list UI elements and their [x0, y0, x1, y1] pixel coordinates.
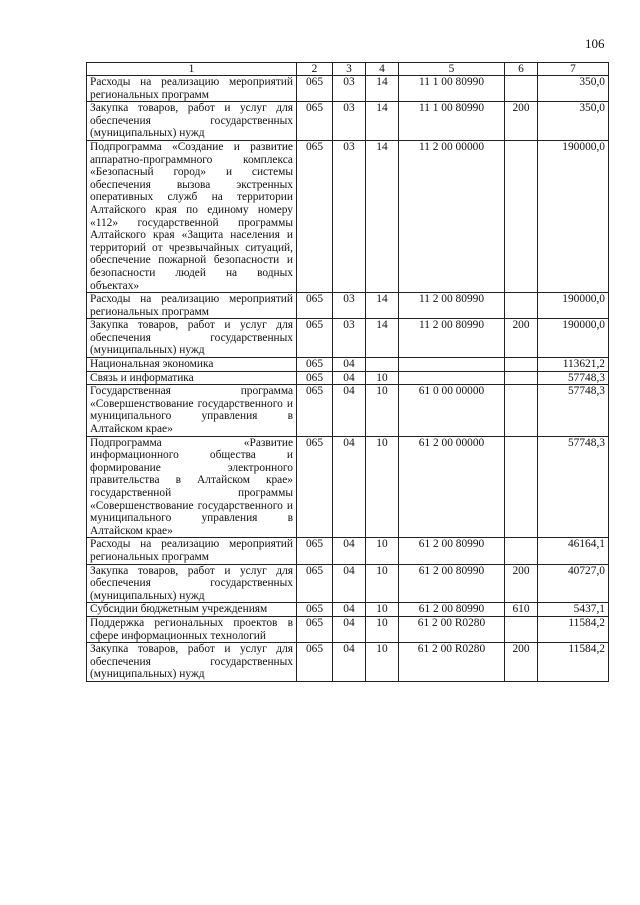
expense-type-cell: 200: [505, 643, 538, 682]
section-code-cell: 03: [333, 319, 366, 358]
column-header: 4: [366, 63, 399, 76]
table-row: [87, 358, 609, 372]
subsection-code-cell: 14: [366, 319, 399, 358]
subsection-code-cell: 10: [366, 603, 399, 617]
section-code-cell: 04: [333, 538, 366, 564]
row-name-cell: Закупка товаров, работ и услуг для обеспечения государственных (муниципальных) нужд: [87, 102, 297, 141]
table-row: [87, 436, 609, 538]
row-name-cell: Государственная программа «Совершенствование государственного и муниципального управления в Алтайском крае»: [87, 385, 297, 436]
column-header: 7: [538, 63, 609, 76]
expense-type-cell: 200: [505, 319, 538, 358]
target-article-cell: [399, 371, 505, 385]
amount-cell: 46164,1: [538, 538, 609, 564]
table-row: [87, 140, 609, 292]
row-name-cell: Расходы на реализацию мероприятий региональных программ: [87, 538, 297, 564]
grbs-code-cell: 065: [297, 76, 333, 102]
grbs-code-cell: 065: [297, 140, 333, 292]
expense-type-cell: [505, 76, 538, 102]
amount-cell: 190000,0: [538, 319, 609, 358]
budget-table: [86, 62, 609, 682]
section-code-cell: 04: [333, 371, 366, 385]
target-article-cell: 11 2 00 00000: [399, 140, 505, 292]
target-article-cell: 11 1 00 80990: [399, 102, 505, 141]
expense-type-cell: 200: [505, 102, 538, 141]
target-article-cell: 11 2 00 80990: [399, 293, 505, 319]
subsection-code-cell: 14: [366, 140, 399, 292]
table-row: [87, 319, 609, 358]
grbs-code-cell: 065: [297, 643, 333, 682]
target-article-cell: 61 0 00 00000: [399, 385, 505, 436]
section-code-cell: 04: [333, 436, 366, 538]
row-name-cell: Подпрограмма «Создание и развитие аппаратно-программного комплекса «Безопасный город» и системы обеспечения вызова экстренных оперативных служб на территории Алтайского края по единому номеру «112» государственной программы Алтайского края «Защита населения и территорий от чрезвычайных ситуаций, обеспечение пожарной безопасности и безопасности людей на водных объектах»: [87, 140, 297, 292]
column-header: 1: [87, 63, 297, 76]
expense-type-cell: [505, 385, 538, 436]
expense-type-cell: [505, 616, 538, 642]
table-row: [87, 371, 609, 385]
row-name-cell: Подпрограмма «Развитие информационного общества и формирование электронного правительства в Алтайском крае» государственной программы «Совершенствование государственного и муниципального управления в Алтайском крае»: [87, 436, 297, 538]
amount-cell: 190000,0: [538, 293, 609, 319]
target-article-cell: 61 2 00 80990: [399, 538, 505, 564]
table-row: [87, 385, 609, 436]
amount-cell: 350,0: [538, 76, 609, 102]
amount-cell: 190000,0: [538, 140, 609, 292]
grbs-code-cell: 065: [297, 436, 333, 538]
grbs-code-cell: 065: [297, 616, 333, 642]
target-article-cell: 11 2 00 80990: [399, 319, 505, 358]
amount-cell: 5437,1: [538, 603, 609, 617]
target-article-cell: 61 2 00 00000: [399, 436, 505, 538]
section-code-cell: 03: [333, 102, 366, 141]
expense-type-cell: [505, 538, 538, 564]
grbs-code-cell: 065: [297, 603, 333, 617]
table-row: [87, 293, 609, 319]
grbs-code-cell: 065: [297, 371, 333, 385]
grbs-code-cell: 065: [297, 293, 333, 319]
grbs-code-cell: 065: [297, 564, 333, 603]
section-code-cell: 04: [333, 385, 366, 436]
column-header: 3: [333, 63, 366, 76]
section-code-cell: 04: [333, 616, 366, 642]
table-row: [87, 76, 609, 102]
section-code-cell: 04: [333, 603, 366, 617]
target-article-cell: 61 2 00 80990: [399, 564, 505, 603]
target-article-cell: 61 2 00 R0280: [399, 616, 505, 642]
table-body: [87, 76, 609, 682]
row-name-cell: Закупка товаров, работ и услуг для обеспечения государственных (муниципальных) нужд: [87, 643, 297, 682]
subsection-code-cell: 10: [366, 538, 399, 564]
amount-cell: 57748,3: [538, 385, 609, 436]
table-header-row: [87, 63, 609, 76]
row-name-cell: Закупка товаров, работ и услуг для обеспечения государственных (муниципальных) нужд: [87, 564, 297, 603]
column-header: 2: [297, 63, 333, 76]
row-name-cell: Национальная экономика: [87, 358, 297, 372]
amount-cell: 57748,3: [538, 371, 609, 385]
row-name-cell: Расходы на реализацию мероприятий региональных программ: [87, 293, 297, 319]
subsection-code-cell: 10: [366, 616, 399, 642]
section-code-cell: 03: [333, 76, 366, 102]
subsection-code-cell: 10: [366, 371, 399, 385]
subsection-code-cell: 10: [366, 436, 399, 538]
subsection-code-cell: 14: [366, 293, 399, 319]
amount-cell: 350,0: [538, 102, 609, 141]
subsection-code-cell: 10: [366, 643, 399, 682]
table-row: [87, 538, 609, 564]
section-code-cell: 04: [333, 564, 366, 603]
row-name-cell: Поддержка региональных проектов в сфере информационных технологий: [87, 616, 297, 642]
table-row: [87, 564, 609, 603]
table-row: [87, 616, 609, 642]
expense-type-cell: [505, 293, 538, 319]
grbs-code-cell: 065: [297, 319, 333, 358]
expense-type-cell: [505, 436, 538, 538]
amount-cell: 40727,0: [538, 564, 609, 603]
target-article-cell: [399, 358, 505, 372]
row-name-cell: Связь и информатика: [87, 371, 297, 385]
section-code-cell: 03: [333, 293, 366, 319]
subsection-code-cell: 14: [366, 76, 399, 102]
table-row: [87, 102, 609, 141]
table-row: [87, 643, 609, 682]
target-article-cell: 11 1 00 80990: [399, 76, 505, 102]
column-header: 5: [399, 63, 505, 76]
section-code-cell: 03: [333, 140, 366, 292]
amount-cell: 11584,2: [538, 616, 609, 642]
amount-cell: 57748,3: [538, 436, 609, 538]
section-code-cell: 04: [333, 358, 366, 372]
expense-type-cell: [505, 358, 538, 372]
grbs-code-cell: 065: [297, 385, 333, 436]
amount-cell: 113621,2: [538, 358, 609, 372]
table-row: [87, 603, 609, 617]
grbs-code-cell: 065: [297, 538, 333, 564]
row-name-cell: Расходы на реализацию мероприятий региональных программ: [87, 76, 297, 102]
expense-type-cell: 610: [505, 603, 538, 617]
row-name-cell: Субсидии бюджетным учреждениям: [87, 603, 297, 617]
expense-type-cell: [505, 371, 538, 385]
subsection-code-cell: 14: [366, 102, 399, 141]
page-number: 106: [585, 36, 605, 51]
target-article-cell: 61 2 00 80990: [399, 603, 505, 617]
subsection-code-cell: [366, 358, 399, 372]
grbs-code-cell: 065: [297, 358, 333, 372]
expense-type-cell: [505, 140, 538, 292]
target-article-cell: 61 2 00 R0280: [399, 643, 505, 682]
column-header: 6: [505, 63, 538, 76]
grbs-code-cell: 065: [297, 102, 333, 141]
subsection-code-cell: 10: [366, 385, 399, 436]
subsection-code-cell: 10: [366, 564, 399, 603]
amount-cell: 11584,2: [538, 643, 609, 682]
expense-type-cell: 200: [505, 564, 538, 603]
row-name-cell: Закупка товаров, работ и услуг для обеспечения государственных (муниципальных) нужд: [87, 319, 297, 358]
section-code-cell: 04: [333, 643, 366, 682]
